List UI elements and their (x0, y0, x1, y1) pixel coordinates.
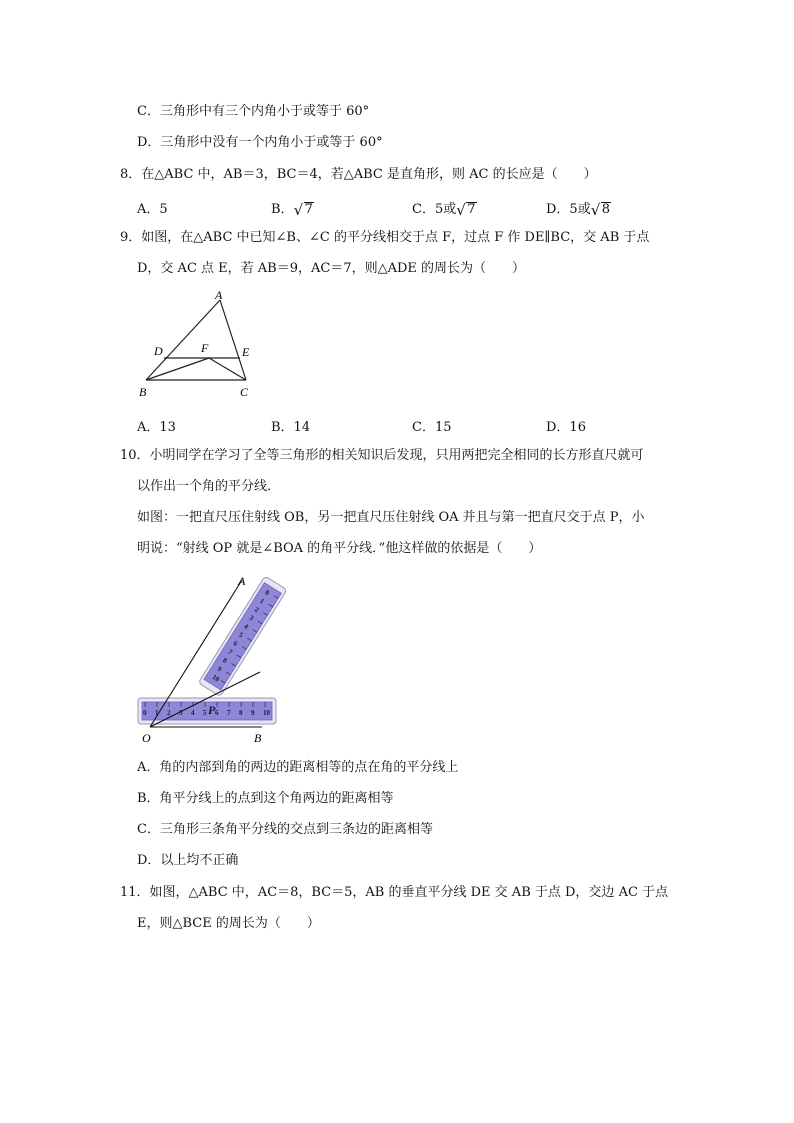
ruler-tick-label: 7 (226, 647, 234, 657)
ruler-tick-label: 10 (263, 709, 270, 717)
q10-stem-line3: 如图：一把直尺压住射线 OB，另一把直尺压住射线 OA 并且与第一把直尺交于点 P，小 (137, 510, 645, 525)
label-b: B (254, 731, 262, 745)
q7-option-d: D．三角形中没有一个内角小于或等于 60° (137, 135, 383, 150)
q10-stem-line4: 明说：“射线 OP 就是∠BOA 的角平分线．”他这样做的依据是（ ） (137, 541, 542, 556)
label-o: O (142, 731, 151, 745)
q10-stem-line2: 以作出一个角的平分线． (137, 479, 281, 494)
q9-option-c: C．15 (412, 420, 452, 435)
ruler-tick-label: 3 (179, 709, 183, 717)
label-c: C (240, 385, 249, 399)
q10-option-a: A．角的内部到角的两边的距离相等的点在角的平分线上 (137, 760, 459, 775)
q10-option-c: C．三角形三条角平分线的交点到三条边的距离相等 (137, 822, 433, 837)
ruler-tick-label: 6 (231, 639, 240, 648)
q10-option-b: B．角平分线上的点到这个角两边的距离相等 (137, 791, 394, 806)
q10-option-d: D．以上均不正确 (137, 853, 239, 868)
q9-triangle-figure (136, 288, 260, 402)
q8-option-a: A．5 (137, 202, 168, 217)
ruler-tick-label: 4 (191, 709, 195, 717)
label-d: D (154, 344, 163, 358)
q9-option-b: B．14 (271, 420, 311, 435)
ruler-tick-label: 5 (203, 709, 207, 717)
q8-option-b (271, 198, 314, 217)
q11-stem-line1: 11．如图，△ABC 中，AC＝8，BC＝5，AB 的垂直平分线 DE 交 AB 于点 D，交边 AC 于点 (120, 885, 669, 900)
q10-ruler-figure (136, 572, 296, 746)
ruler-tick-label: 9 (215, 664, 224, 674)
q7-option-c: C．三角形中有三个内角小于或等于 60° (137, 104, 370, 119)
label-f: F (201, 341, 209, 355)
label-a: A (215, 288, 223, 302)
ruler-tick-label: 1 (155, 709, 159, 717)
ruler-tick-label: 4 (242, 622, 250, 631)
label-a: A (238, 574, 246, 588)
q9-option-d: D．16 (546, 420, 586, 435)
q8-option-c-prefix: C．5或 (412, 202, 457, 217)
ruler-tick-label: 9 (251, 709, 255, 717)
q8-option-c (412, 198, 477, 217)
label-b: B (139, 385, 147, 399)
sqrt-symbol (294, 202, 314, 217)
ruler-tick-label: 3 (247, 613, 255, 623)
ruler-tick-label: 8 (221, 656, 229, 665)
sqrt-symbol (456, 202, 476, 217)
q9-option-a: A．13 (137, 420, 176, 435)
q8-option-b-radicand: 7 (304, 202, 313, 217)
ruler-tick-label: 5 (237, 630, 245, 640)
side-ab (146, 300, 220, 380)
ruler-tick-label: 7 (227, 709, 231, 717)
sqrt-symbol (591, 202, 611, 217)
ruler-tick-label: 2 (167, 709, 171, 717)
ruler-tick-label: 0 (143, 709, 147, 717)
ruler-tick-label: 0 (263, 588, 271, 598)
ruler-tick-label: 10 (210, 673, 221, 684)
q9-stem-line2: D，交 AC 点 E，若 AB＝9，AC＝7，则△ADE 的周长为（ ） (137, 261, 526, 276)
q8-option-b-prefix: B． (271, 202, 294, 217)
ruler-tick-label: 2 (253, 605, 261, 615)
q8-option-d-prefix: D．5或 (546, 202, 591, 217)
q8-option-d-radicand: 8 (601, 202, 610, 217)
ruler-tick-label: 8 (239, 709, 243, 717)
q10-stem-line1: 10．小明同学在学习了全等三角形的相关知识后发现，只用两把完全相同的长方形直尺就可 (120, 448, 644, 463)
ruler-tick-label: 6 (215, 709, 219, 717)
q9-stem-line1: 9．如图，在△ABC 中已知∠B、∠C 的平分线相交于点 F，过点 F 作 DE∥BC，交 AB 于点 (120, 230, 650, 245)
q8-stem: 8．在△ABC 中，AB＝3，BC＝4，若△ABC 是直角形，则 AC 的长应是（ ） (120, 167, 597, 182)
ruler-tick-label: 1 (258, 596, 266, 606)
q8-option-d (546, 198, 611, 217)
q11-stem-line2: E，则△BCE 的周长为（ ） (137, 916, 320, 931)
q8-option-c-radicand: 7 (467, 202, 476, 217)
horizontal-ruler (138, 698, 276, 724)
side-ac (220, 300, 246, 380)
label-p: P (208, 703, 216, 717)
diagonal-ruler (198, 576, 287, 697)
label-e: E (242, 345, 250, 359)
